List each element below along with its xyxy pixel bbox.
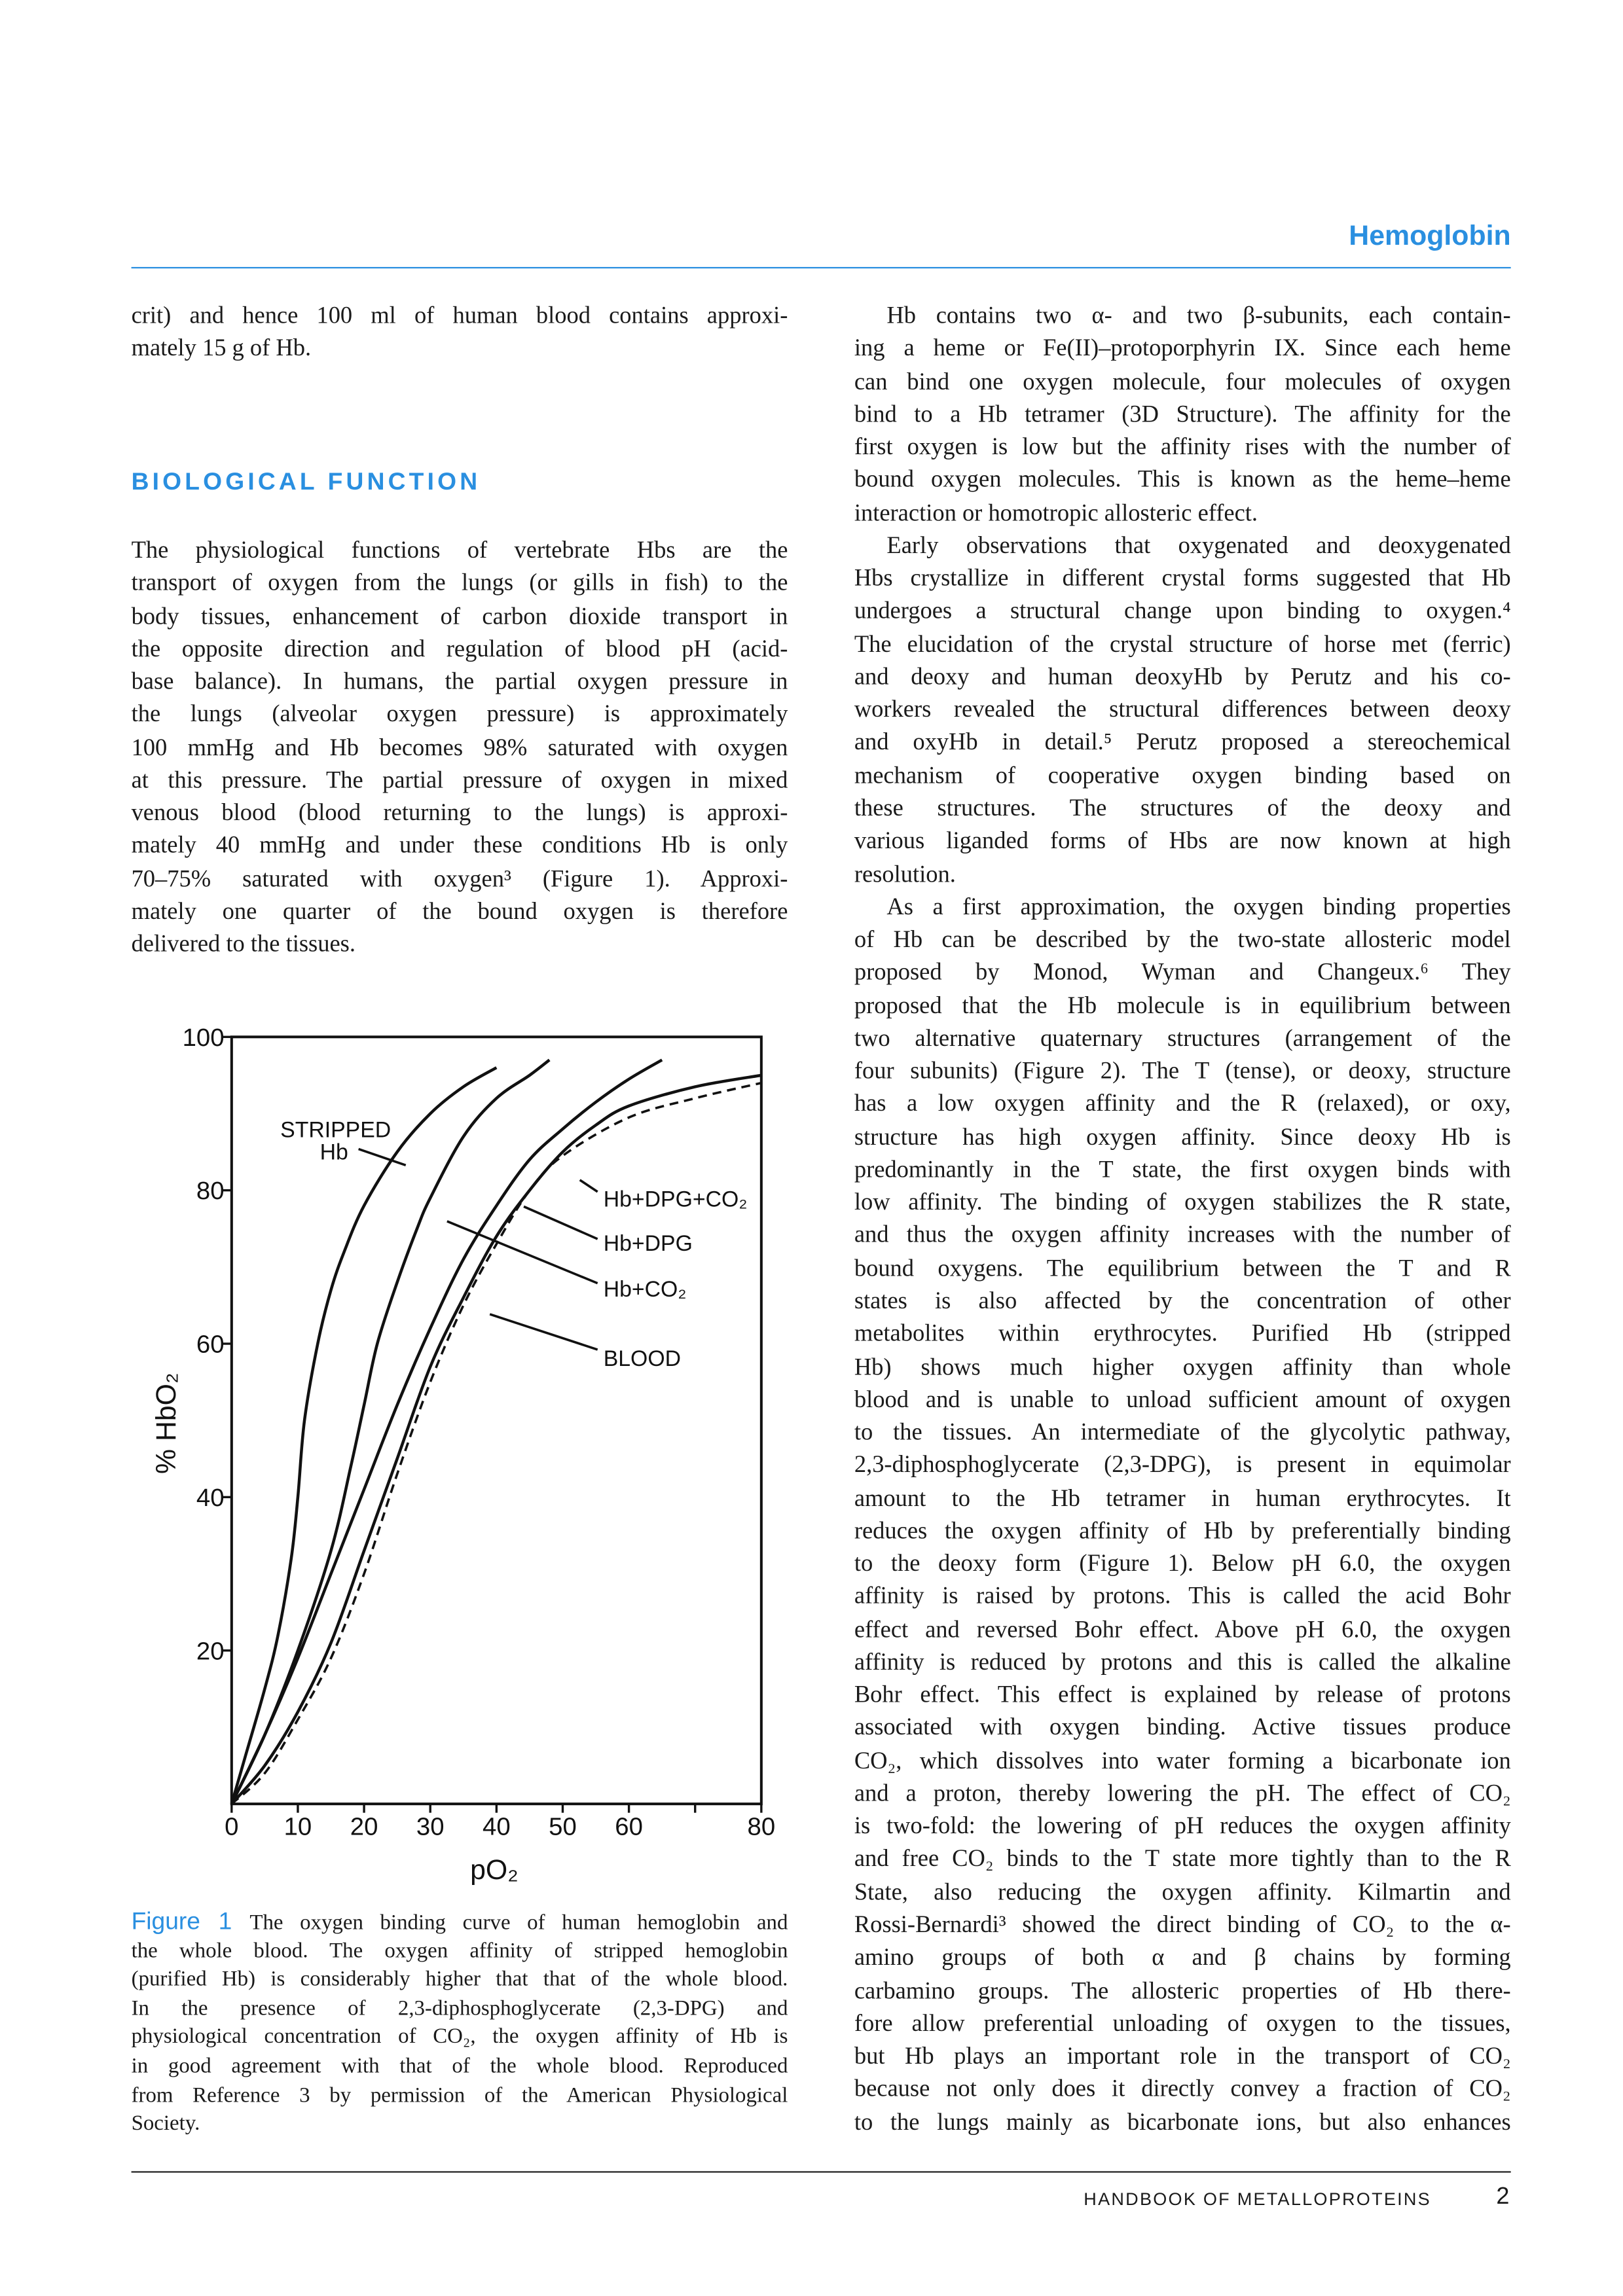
text-line: because not only does it directly convey a fraction of CO₂ bbox=[854, 2075, 1511, 2103]
y-axis-label: % HbO₂ bbox=[151, 1372, 183, 1474]
text-line: proposed by Monod, Wyman and Changeux.⁶ They bbox=[854, 959, 1511, 986]
series-curve-hb-co- bbox=[232, 1060, 549, 1804]
figure-label: Figure 1 bbox=[131, 1909, 232, 1935]
text-line: undergoes a structural change upon binding to oxygen.⁴ bbox=[854, 598, 1511, 625]
text-line: workers revealed the structural differences between deoxy bbox=[854, 696, 1511, 723]
text-line: proposed that the Hb molecule is in equilibrium between bbox=[854, 992, 1511, 1019]
y-tick-label: 40 bbox=[196, 1483, 225, 1512]
text-line: ing a heme or Fe(II)–protoporphyrin IX. Since each heme bbox=[854, 335, 1511, 362]
label-hb-dpg-co2: Hb+DPG+CO₂ bbox=[603, 1187, 748, 1212]
text-line: effect and reversed Bohr effect. Above pH 6.0, the oxygen bbox=[854, 1616, 1511, 1643]
text-line: and thus the oxygen affinity increases with the number of bbox=[854, 1221, 1511, 1249]
text-line: amino groups of both α and β chains by forming bbox=[854, 1944, 1511, 1971]
text-line: in good agreement with that of the whole blood. Reproduced bbox=[131, 2054, 788, 2079]
text-line: can bind one oxygen molecule, four molecules of oxygen bbox=[854, 368, 1511, 395]
text-line: various liganded forms of Hbs are now known at high bbox=[854, 827, 1511, 855]
text-line: to the tissues. An intermediate of the glycolytic pathway, bbox=[854, 1419, 1511, 1446]
caption-line bbox=[132, 1909, 788, 1937]
text-line: Hb) shows much higher oxygen affinity than whole bbox=[854, 1353, 1511, 1380]
text-line: bound oxygen molecules. This is known as the heme–heme bbox=[854, 466, 1511, 493]
text-line: mechanism of cooperative oxygen binding based on bbox=[854, 762, 1511, 789]
text-line: low affinity. The binding of oxygen stabilizes the R state, bbox=[854, 1189, 1511, 1216]
text-line: of Hb can be described by the two-state allosteric model bbox=[854, 926, 1511, 953]
text-line: mately 15 g of Hb. bbox=[131, 335, 312, 362]
leader-line bbox=[447, 1221, 598, 1283]
label-hb-dpg: Hb+DPG bbox=[603, 1231, 693, 1257]
x-tick-label: 40 bbox=[483, 1812, 511, 1841]
text-line: (purified Hb) is considerably higher that that of the whole blood. bbox=[131, 1967, 788, 1992]
leader-line bbox=[490, 1314, 598, 1350]
page-number: 2 bbox=[1496, 2184, 1510, 2210]
label-blood: BLOOD bbox=[603, 1346, 682, 1371]
text-line: to the lungs mainly as bicarbonate ions, but also enhances bbox=[854, 2108, 1511, 2136]
text-line: The physiological functions of vertebrate Hbs are the bbox=[131, 537, 788, 564]
x-axis-label: pO₂ bbox=[470, 1854, 519, 1886]
y-tick-label: 20 bbox=[196, 1637, 225, 1666]
leader-line bbox=[524, 1206, 598, 1239]
text-line: transport of oxygen from the lungs (or gills in fish) to the bbox=[131, 569, 788, 597]
text-line: at this pressure. The partial pressure of oxygen in mixed bbox=[131, 766, 788, 794]
text-line: reduces the oxygen affinity of Hb by preferentially binding bbox=[854, 1517, 1511, 1545]
text-line: physiological concentration of CO₂, the oxygen affinity of Hb is bbox=[131, 2026, 788, 2050]
text-line: Society. bbox=[131, 2112, 200, 2136]
x-tick-label: 0 bbox=[225, 1812, 239, 1841]
text-line: Early observations that oxygenated and deoxygenated bbox=[886, 532, 1511, 559]
text-line: first oxygen is low but the affinity rises with the number of bbox=[854, 433, 1511, 461]
text-line: Bohr effect. This effect is explained by release of protons bbox=[854, 1681, 1511, 1709]
text-line: interaction or homotropic allosteric effect. bbox=[854, 499, 1258, 526]
text-line: states is also affected by the concentration of other bbox=[854, 1287, 1511, 1314]
text-line: has a low oxygen affinity and the R (relaxed), or oxy, bbox=[854, 1090, 1511, 1117]
text-line: As a first approximation, the oxygen binding properties bbox=[886, 893, 1511, 920]
section-heading: BIOLOGICAL FUNCTION bbox=[131, 469, 481, 496]
x-tick-label: 50 bbox=[549, 1812, 577, 1841]
text-line: and deoxy and human deoxyHb by Perutz and his co- bbox=[854, 663, 1511, 691]
text-line: but Hb plays an important role in the transport of CO₂ bbox=[854, 2043, 1511, 2070]
y-tick-label: 60 bbox=[196, 1330, 225, 1359]
text-line: In the presence of 2,3-diphosphoglycerate (2,3-DPG) and bbox=[131, 1996, 788, 2020]
text-line: body tissues, enhancement of carbon dioxide transport in bbox=[131, 602, 788, 630]
text-line: 70–75% saturated with oxygen³ (Figure 1). Approxi- bbox=[131, 865, 788, 892]
text-line: crit) and hence 100 ml of human blood contains approxi- bbox=[131, 302, 788, 329]
label-hb-co2: Hb+CO₂ bbox=[603, 1276, 687, 1302]
x-tick-label: 80 bbox=[747, 1812, 776, 1841]
text-line: from Reference 3 by permission of the American Physiological bbox=[131, 2083, 788, 2108]
text-line: to the deoxy form (Figure 1). Below pH 6.0, the oxygen bbox=[854, 1550, 1511, 1577]
text-line: bound oxygens. The equilibrium between the T and R bbox=[854, 1255, 1511, 1282]
text-line: these structures. The structures of the deoxy and bbox=[854, 795, 1511, 822]
text-line: mately one quarter of the bound oxygen is therefore bbox=[131, 898, 788, 925]
text-line: CO₂, which dissolves into water forming a bicarbonate ion bbox=[854, 1747, 1511, 1774]
text-line: Hbs crystallize in different crystal forms suggested that Hb bbox=[854, 565, 1511, 592]
text-line: 100 mmHg and Hb becomes 98% saturated with oxygen bbox=[131, 734, 788, 761]
text-line: Hb contains two α- and two β-subunits, each contain- bbox=[886, 302, 1511, 329]
x-tick-label: 60 bbox=[615, 1812, 643, 1841]
caption-text: The oxygen binding curve of human hemoglobin and bbox=[249, 1911, 788, 1935]
text-line: structure has high oxygen affinity. Since deoxy Hb is bbox=[854, 1123, 1511, 1150]
text-line: affinity is raised by protons. This is called the acid Bohr bbox=[854, 1583, 1511, 1610]
text-line: resolution. bbox=[854, 861, 956, 888]
y-tick-label: 100 bbox=[182, 1023, 225, 1052]
text-line: carbamino groups. The allosteric properties of Hb there- bbox=[854, 1977, 1511, 2004]
x-tick-label: 10 bbox=[283, 1812, 312, 1841]
text-line: base balance). In humans, the partial oxygen pressure in bbox=[131, 668, 788, 695]
text-line: and free CO₂ binds to the T state more tightly than to the R bbox=[854, 1846, 1511, 1873]
text-line: The elucidation of the crystal structure of horse met (ferric) bbox=[854, 630, 1511, 658]
text-line: blood and is unable to unload sufficient amount of oxygen bbox=[854, 1386, 1511, 1413]
text-line: mately 40 mmHg and under these conditions Hb is only bbox=[131, 832, 788, 859]
footer-title: HANDBOOK OF METALLOPROTEINS bbox=[1084, 2189, 1431, 2210]
text-line: bind to a Hb tetramer (3D Structure). The affinity for the bbox=[854, 401, 1511, 428]
text-line: fore allow preferential unloading of oxygen to the tissues, bbox=[854, 2010, 1511, 2037]
x-tick-label: 20 bbox=[350, 1812, 378, 1841]
text-line: the lungs (alveolar oxygen pressure) is approximately bbox=[131, 701, 788, 728]
text-line: four subunits) (Figure 2). The T (tense), or deoxy, structure bbox=[854, 1058, 1511, 1085]
label-stripped-hb: Hb bbox=[319, 1139, 348, 1165]
running-header: Hemoglobin bbox=[1349, 221, 1511, 253]
text-line: State, also reducing the oxygen affinity. Kilmartin and bbox=[854, 1878, 1511, 1906]
text-line: the opposite direction and regulation of blood pH (acid- bbox=[131, 635, 788, 662]
text-line: Rossi-Bernardi³ showed the direct binding of CO₂ to the α- bbox=[854, 1911, 1511, 1939]
footer-rule bbox=[132, 2171, 1511, 2172]
text-line: and a proton, thereby lowering the pH. The effect of CO₂ bbox=[854, 1780, 1511, 1807]
text-line: the whole blood. The oxygen affinity of stripped hemoglobin bbox=[131, 1939, 788, 1963]
text-line: amount to the Hb tetramer in human erythrocytes. It bbox=[854, 1484, 1511, 1511]
label-stripped: STRIPPED bbox=[280, 1117, 392, 1143]
text-line: delivered to the tissues. bbox=[131, 931, 356, 958]
text-line: venous blood (blood returning to the lungs) is approxi- bbox=[131, 799, 788, 827]
text-line: two alternative quaternary structures (arrangement of the bbox=[854, 1024, 1511, 1052]
text-line: predominantly in the T state, the first oxygen binds with bbox=[854, 1156, 1511, 1183]
text-line: is two-fold: the lowering of pH reduces the oxygen affinity bbox=[854, 1813, 1511, 1840]
text-line: affinity is reduced by protons and this is called the alkaline bbox=[854, 1649, 1511, 1676]
text-line: 2,3-diphosphoglycerate (2,3-DPG), is present in equimolar bbox=[854, 1452, 1511, 1479]
y-tick-label: 80 bbox=[196, 1177, 225, 1206]
series-curve-hb-dpg bbox=[232, 1060, 662, 1804]
text-line: and oxyHb in detail.⁵ Perutz proposed a stereochemical bbox=[854, 729, 1511, 756]
x-tick-label: 30 bbox=[416, 1812, 445, 1841]
series-curve-stripped-hb bbox=[232, 1067, 497, 1804]
figure-caption bbox=[132, 1909, 788, 2140]
text-line: associated with oxygen binding. Active tissues produce bbox=[854, 1714, 1511, 1742]
leader-line bbox=[580, 1180, 598, 1192]
text-line: metabolites within erythrocytes. Purified Hb (stripped bbox=[854, 1320, 1511, 1348]
